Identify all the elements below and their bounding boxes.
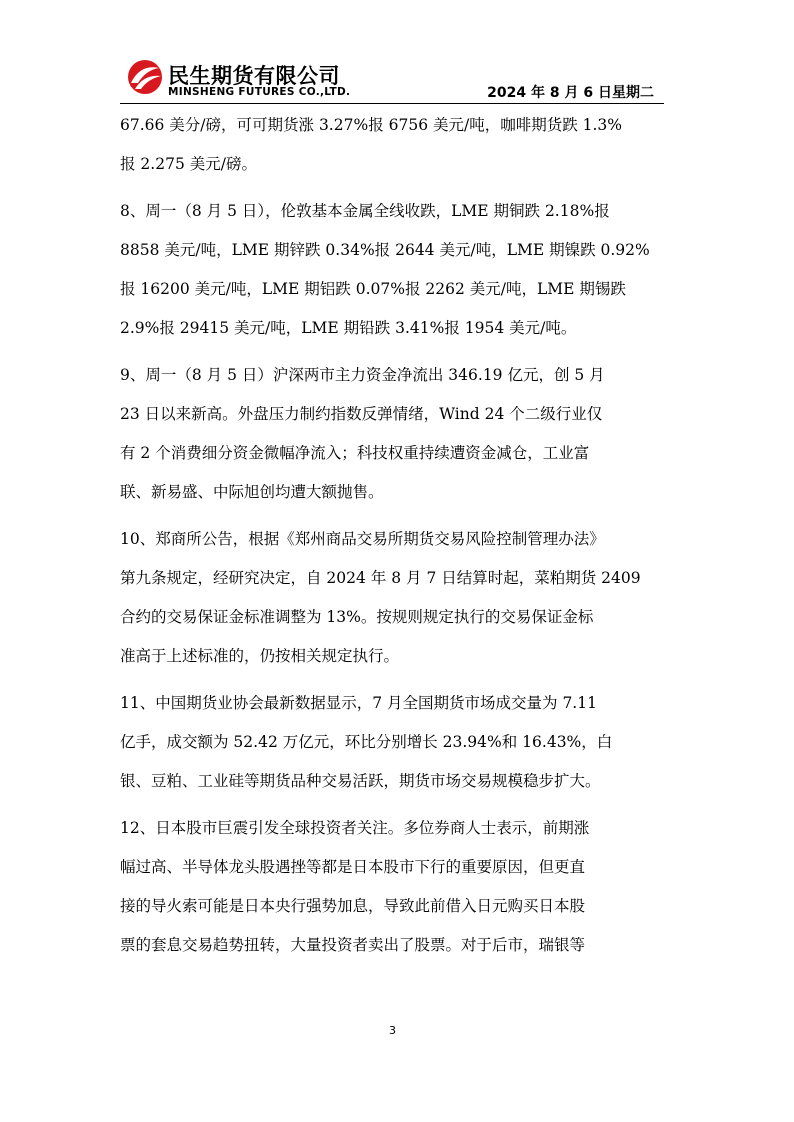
text-line: 票的套息交易趋势扭转，大量投资者卖出了股票。对于后市，瑞银等 bbox=[120, 936, 586, 954]
text-line: 23 日以来新高。外盘压力制约指数反弹情绪，Wind 24 个二级行业仅 bbox=[120, 405, 603, 423]
paragraph-8 bbox=[120, 192, 680, 348]
text-line: 接的导火索可能是日本央行强势加息，导致此前借入日元购买日本股 bbox=[120, 897, 586, 915]
report-date: 2024 年 8 月 6 日星期二 bbox=[487, 85, 654, 101]
text-line: 9、周一（8 月 5 日）沪深两市主力资金净流出 346.19 亿元，创 5 月 bbox=[120, 366, 605, 384]
page-header bbox=[120, 52, 664, 102]
paragraph-9 bbox=[120, 356, 680, 512]
text-line: 报 16200 美元/吨，LME 期铝跌 0.07%报 2262 美元/吨，LME 期锡跌 bbox=[120, 280, 626, 298]
text-line: 67.66 美分/磅，可可期货涨 3.27%报 6756 美元/吨，咖啡期货跌 1.3% bbox=[120, 116, 623, 134]
text-line: 第九条规定，经研究决定，自 2024 年 8 月 7 日结算时起，菜粕期货 2409 bbox=[120, 569, 641, 587]
paragraph-11 bbox=[120, 684, 680, 801]
text-line: 准高于上述标准的，仍按相关规定执行。 bbox=[120, 647, 400, 665]
paragraph-7-tail bbox=[120, 106, 680, 184]
document-body bbox=[120, 106, 680, 973]
text-line: 8858 美元/吨，LME 期锌跌 0.34%报 2644 美元/吨，LME 期镍跌 0.92% bbox=[120, 241, 650, 259]
text-line: 合约的交易保证金标准调整为 13%。按规则规定执行的交易保证金标 bbox=[120, 608, 594, 626]
header-rule bbox=[120, 103, 664, 104]
text-line: 银、豆粕、工业硅等期货品种交易活跃，期货市场交易规模稳步扩大。 bbox=[120, 772, 601, 790]
text-line: 10、郑商所公告，根据《郑州商品交易所期货交易风险控制管理办法》 bbox=[120, 530, 605, 548]
paragraph-12 bbox=[120, 809, 680, 965]
text-line: 12、日本股市巨震引发全球投资者关注。多位券商人士表示，前期涨 bbox=[120, 819, 590, 837]
page-number: 3 bbox=[389, 1024, 396, 1037]
text-line: 有 2 个消费细分资金微幅净流入；科技权重持续遭资金减仓，工业富 bbox=[120, 444, 590, 462]
company-name-en: MINSHENG FUTURES CO.,LTD. bbox=[168, 86, 351, 98]
text-line: 联、新易盛、中际旭创均遭大额抛售。 bbox=[120, 483, 384, 501]
text-line: 幅过高、半导体龙头股遇挫等都是日本股市下行的重要原因，但更直 bbox=[120, 858, 586, 876]
text-line: 报 2.275 美元/磅。 bbox=[120, 155, 257, 173]
paragraph-10 bbox=[120, 520, 680, 676]
text-line: 亿手，成交额为 52.42 万亿元，环比分别增长 23.94%和 16.43%，白 bbox=[120, 733, 613, 751]
text-line: 2.9%报 29415 美元/吨，LME 期铅跌 3.41%报 1954 美元/吨。 bbox=[120, 319, 577, 337]
company-name-cn: 民生期货有限公司 bbox=[168, 64, 340, 88]
text-line: 11、中国期货业协会最新数据显示，7 月全国期货市场成交量为 7.11 bbox=[120, 694, 597, 712]
minsheng-logo-icon bbox=[126, 56, 164, 96]
text-line: 8、周一（8 月 5 日），伦敦基本金属全线收跌，LME 期铜跌 2.18%报 bbox=[120, 202, 610, 220]
company-logo bbox=[120, 56, 380, 100]
